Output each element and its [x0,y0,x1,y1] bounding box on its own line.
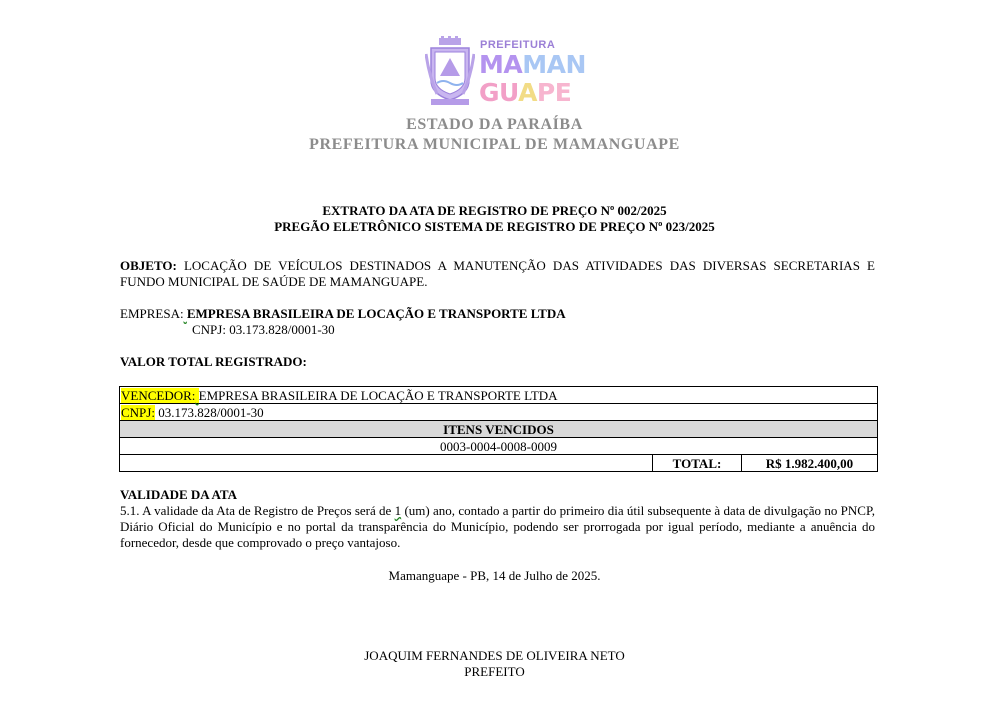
table-row [120,421,878,438]
brand-prefeitura-text: PREFEITURA [480,39,556,51]
table-row [120,404,878,421]
state-heading: ESTADO DA PARAÍBA [406,116,583,133]
empresa-label: EMPRESA: [120,306,184,321]
table-row [120,455,878,472]
vencedor-cell [120,387,878,404]
city-crest-icon [425,36,475,108]
cnpj-label: CNPJ: [121,404,155,420]
total-value: R$ 1.982.400,00 [742,455,878,472]
signature-role: PREFEITO [464,664,525,679]
cnpj-value: 03.173.828/0001-30 [154,404,264,420]
validade-title: VALIDADE DA ATA [120,487,238,502]
date-line: Mamanguape - PB, 14 de Julho de 2025. [388,568,601,583]
prefeitura-heading: PREFEITURA MUNICIPAL DE MAMANGUAPE [309,136,680,153]
objeto-label: OBJETO: [120,258,177,273]
items-value: 0003-0004-0008-0009 [120,438,878,455]
validade-text: 5.1. A validade da Ata de Registro de Preços será de 1 (um) ano, contado a partir do primeiro dia útil subsequente à data de divulgação no PNCP, Diário Oficial do Município e no portal da transparência do Município, podendo ser prorrogada por igual período, mediante a anuência do fornecedor, desde que comprovado o preço vantajoso. [120,503,875,550]
vencedor-label: VENCEDOR: [121,387,196,403]
total-label: TOTAL: [653,455,742,472]
objeto-paragraph [120,258,875,290]
document-title: EXTRATO DA ATA DE REGISTRO DE PREÇO Nº 002/2025 [322,203,667,218]
empresa-name: EMPRESA BRASILEIRA DE LOCAÇÃO E TRANSPORTE LTDA [186,306,566,321]
signature-name: JOAQUIM FERNANDES DE OLIVEIRA NETO [364,648,625,663]
brand-line-2: GUAPE [479,78,572,107]
vencedor-table [119,386,878,472]
table-row [120,438,878,455]
vencedor-value: EMPRESA BRASILEIRA DE LOCAÇÃO E TRANSPORTE LTDA [198,387,558,403]
cnpj-cell [120,404,878,421]
empresa-line [120,306,875,322]
table-row [120,387,878,404]
document-subtitle: PREGÃO ELETRÔNICO SISTEMA DE REGISTRO DE PREÇO Nº 023/2025 [274,219,715,234]
empresa-cnpj: CNPJ: 03.173.828/0001-30 [192,322,335,337]
objeto-text: LOCAÇÃO DE VEÍCULOS DESTINADOS A MANUTENÇÃO DAS ATIVIDADES DAS DIVERSAS SECRETARIAS E FUNDO MUNICIPAL DE SAÚDE DE MAMANGUAPE. [120,258,875,289]
total-spacer [120,455,653,472]
items-header: ITENS VENCIDOS [120,421,878,438]
prefeitura-logo [425,36,586,110]
brand-line-1: MAMAN [479,50,586,79]
valor-total-label: VALOR TOTAL REGISTRADO: [120,354,307,369]
